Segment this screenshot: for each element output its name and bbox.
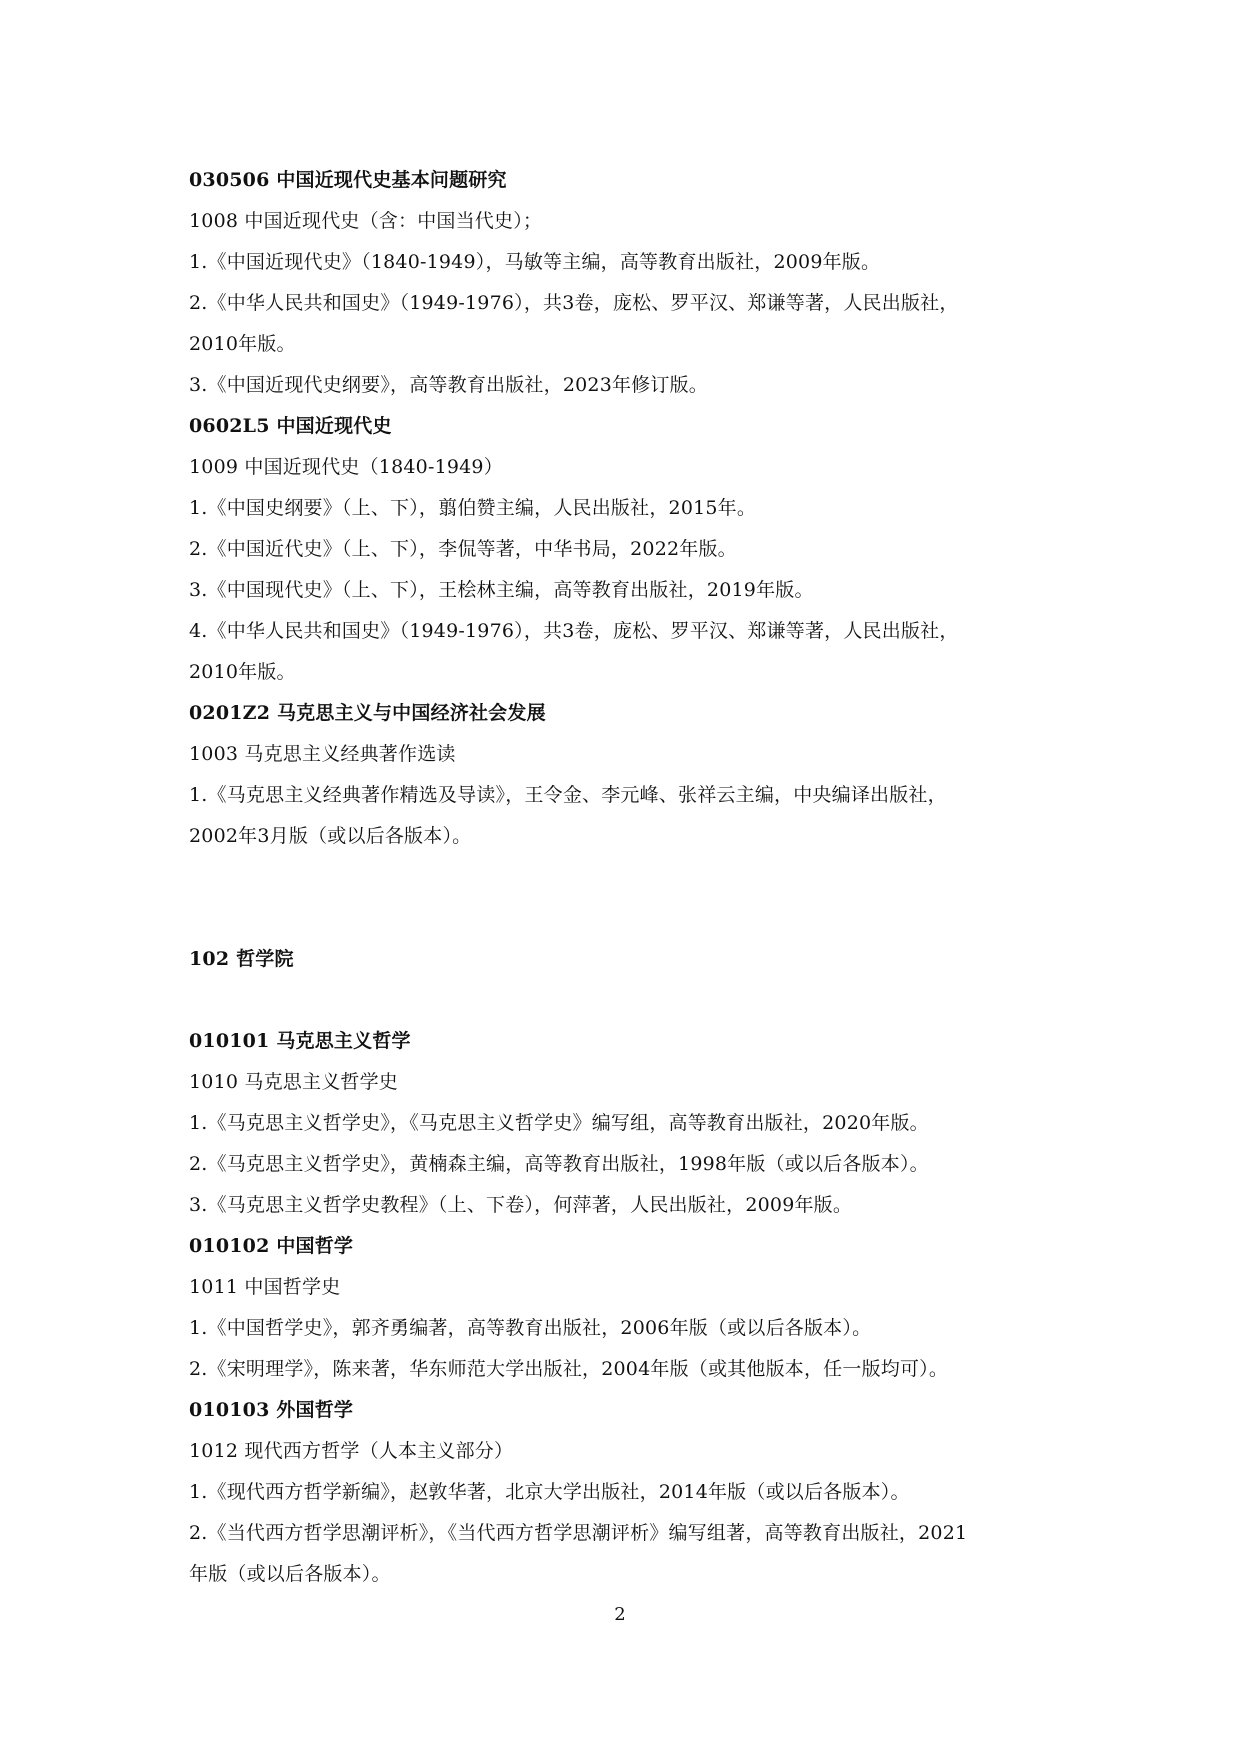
reference-item: 3.《马克思主义哲学史教程》（上、下卷），何萍著，人民出版社，2009年版。 <box>189 1194 853 1216</box>
reference-item: 2.《宋明理学》，陈来著，华东师范大学出版社，2004年版（或其他版本，任一版均可）。 <box>189 1358 949 1380</box>
exam-subject: 1012 现代西方哲学（人本主义部分） <box>189 1440 514 1462</box>
reference-item-continued: 2010年版。 <box>189 333 296 355</box>
reference-item-continued: 2002年3月版（或以后各版本）。 <box>189 825 472 847</box>
reference-item: 2.《当代西方哲学思潮评析》，《当代西方哲学思潮评析》编写组著，高等教育出版社，2021 <box>189 1522 968 1544</box>
exam-subject: 1010 马克思主义哲学史 <box>189 1071 398 1093</box>
exam-subject: 1008 中国近现代史（含：中国当代史）； <box>189 210 543 232</box>
reference-item: 1.《现代西方哲学新编》，赵敦华著，北京大学出版社，2014年版（或以后各版本）。 <box>189 1481 910 1503</box>
reference-item: 2.《马克思主义哲学史》，黄楠森主编，高等教育出版社，1998年版（或以后各版本）。 <box>189 1153 929 1175</box>
page-number: 2 <box>614 1604 626 1625</box>
section-heading: 010101 马克思主义哲学 <box>189 1030 411 1052</box>
document-content <box>189 160 1069 1595</box>
reference-item-continued: 年版（或以后各版本）。 <box>189 1563 391 1585</box>
reference-item: 4.《中华人民共和国史》（1949-1976），共3卷，庞松、罗平汉、郑谦等著，人民出版社， <box>189 620 959 642</box>
section-heading: 030506 中国近现代史基本问题研究 <box>189 169 507 191</box>
reference-item: 1.《马克思主义哲学史》，《马克思主义哲学史》编写组，高等教育出版社，2020年版。 <box>189 1112 929 1134</box>
college-heading: 102 哲学院 <box>189 948 294 970</box>
reference-item: 1.《中国哲学史》，郭齐勇编著，高等教育出版社，2006年版（或以后各版本）。 <box>189 1317 872 1339</box>
section-heading: 0602L5 中国近现代史 <box>189 415 392 437</box>
section-heading: 0201Z2 马克思主义与中国经济社会发展 <box>189 702 546 724</box>
reference-item: 3.《中国近现代史纲要》，高等教育出版社，2023年修订版。 <box>189 374 708 396</box>
reference-item-continued: 2010年版。 <box>189 661 296 683</box>
spacer <box>189 980 1069 1021</box>
reference-item: 1.《马克思主义经典著作精选及导读》，王令金、李元峰、张祥云主编，中央编译出版社， <box>189 784 947 806</box>
reference-item: 1.《中国近现代史》（1840-1949），马敏等主编，高等教育出版社，2009年版。 <box>189 251 881 273</box>
reference-item: 3.《中国现代史》（上、下），王桧林主编，高等教育出版社，2019年版。 <box>189 579 814 601</box>
exam-subject: 1009 中国近现代史（1840-1949） <box>189 456 503 478</box>
exam-subject: 1003 马克思主义经典著作选读 <box>189 743 456 765</box>
exam-subject: 1011 中国哲学史 <box>189 1276 341 1298</box>
reference-item: 2.《中华人民共和国史》（1949-1976），共3卷，庞松、罗平汉、郑谦等著，人民出版社， <box>189 292 959 314</box>
reference-item: 2.《中国近代史》（上、下），李侃等著，中华书局，2022年版。 <box>189 538 737 560</box>
section-heading: 010103 外国哲学 <box>189 1399 354 1421</box>
section-heading: 010102 中国哲学 <box>189 1235 354 1257</box>
spacer <box>189 857 1069 939</box>
reference-item: 1.《中国史纲要》（上、下），翦伯赞主编，人民出版社，2015年。 <box>189 497 757 519</box>
